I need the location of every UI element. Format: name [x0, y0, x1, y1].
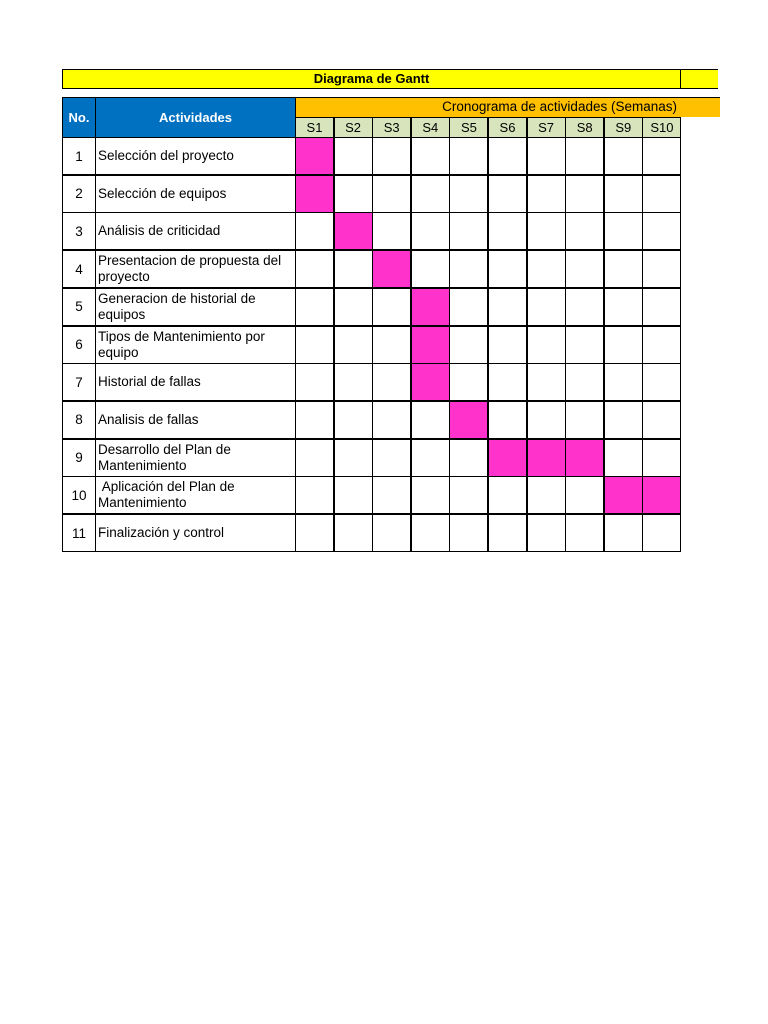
- gantt-empty-cell: [411, 401, 450, 439]
- gantt-empty-cell: [565, 250, 604, 288]
- gantt-empty-cell: [449, 439, 488, 477]
- gantt-empty-cell: [604, 212, 643, 250]
- gantt-empty-cell: [411, 476, 450, 514]
- gantt-empty-cell: [334, 250, 373, 288]
- gantt-empty-cell: [604, 514, 643, 552]
- gantt-empty-cell: [527, 363, 566, 401]
- gantt-bar-cell: [295, 137, 334, 175]
- gantt-bar-cell: [372, 250, 411, 288]
- gantt-empty-cell: [295, 250, 334, 288]
- week-header-s9: S9: [604, 117, 643, 138]
- gantt-empty-cell: [642, 439, 681, 477]
- gantt-empty-cell: [449, 212, 488, 250]
- gantt-empty-cell: [372, 401, 411, 439]
- activity-name: Finalización y control: [95, 514, 296, 552]
- activity-name: Selección de equipos: [95, 175, 296, 213]
- gantt-bar-cell: [295, 175, 334, 213]
- gantt-empty-cell: [642, 250, 681, 288]
- gantt-empty-cell: [372, 514, 411, 552]
- week-header-s4: S4: [411, 117, 450, 138]
- row-number: 9: [62, 439, 96, 477]
- row-number: 3: [62, 212, 96, 250]
- gantt-empty-cell: [372, 439, 411, 477]
- gantt-empty-cell: [295, 401, 334, 439]
- gantt-empty-cell: [488, 476, 527, 514]
- gantt-empty-cell: [411, 250, 450, 288]
- gantt-empty-cell: [604, 288, 643, 326]
- gantt-empty-cell: [295, 439, 334, 477]
- gantt-empty-cell: [372, 476, 411, 514]
- week-header-s10: S10: [642, 117, 681, 138]
- gantt-empty-cell: [488, 288, 527, 326]
- activity-name: Presentacion de propuesta del proyecto: [95, 250, 296, 288]
- gantt-empty-cell: [565, 175, 604, 213]
- gantt-empty-cell: [295, 326, 334, 364]
- row-number: 5: [62, 288, 96, 326]
- gantt-empty-cell: [411, 137, 450, 175]
- gantt-empty-cell: [565, 476, 604, 514]
- gantt-empty-cell: [604, 439, 643, 477]
- gantt-empty-cell: [565, 288, 604, 326]
- gantt-empty-cell: [449, 250, 488, 288]
- gantt-empty-cell: [411, 439, 450, 477]
- activity-name: Analisis de fallas: [95, 401, 296, 439]
- gantt-empty-cell: [642, 288, 681, 326]
- gantt-bar-cell: [604, 476, 643, 514]
- gantt-empty-cell: [372, 326, 411, 364]
- gantt-empty-cell: [449, 514, 488, 552]
- gantt-empty-cell: [411, 175, 450, 213]
- week-header-s6: S6: [488, 117, 527, 138]
- gantt-empty-cell: [488, 250, 527, 288]
- gantt-empty-cell: [642, 401, 681, 439]
- gantt-empty-cell: [295, 476, 334, 514]
- gantt-empty-cell: [565, 326, 604, 364]
- gantt-empty-cell: [527, 175, 566, 213]
- row-number: 1: [62, 137, 96, 175]
- week-header-s8: S8: [565, 117, 604, 138]
- gantt-empty-cell: [449, 326, 488, 364]
- gantt-empty-cell: [295, 363, 334, 401]
- gantt-empty-cell: [372, 137, 411, 175]
- gantt-empty-cell: [642, 212, 681, 250]
- row-number: 10: [62, 476, 96, 514]
- gantt-empty-cell: [334, 514, 373, 552]
- gantt-empty-cell: [488, 326, 527, 364]
- gantt-empty-cell: [334, 137, 373, 175]
- gantt-empty-cell: [334, 476, 373, 514]
- activity-name: Aplicación del Plan de Mantenimiento: [95, 476, 296, 514]
- header-no: No.: [62, 97, 96, 138]
- gantt-empty-cell: [642, 137, 681, 175]
- activity-name: Análisis de criticidad: [95, 212, 296, 250]
- header-schedule: Cronograma de actividades (Semanas): [442, 99, 677, 114]
- activity-name: Selección del proyecto: [95, 137, 296, 175]
- gantt-empty-cell: [411, 212, 450, 250]
- gantt-empty-cell: [488, 175, 527, 213]
- gantt-empty-cell: [449, 175, 488, 213]
- gantt-empty-cell: [295, 514, 334, 552]
- gantt-empty-cell: [527, 137, 566, 175]
- gantt-empty-cell: [334, 363, 373, 401]
- gantt-empty-cell: [334, 401, 373, 439]
- row-number: 8: [62, 401, 96, 439]
- gantt-empty-cell: [642, 363, 681, 401]
- gantt-empty-cell: [565, 137, 604, 175]
- week-header-s7: S7: [527, 117, 566, 138]
- gantt-empty-cell: [372, 363, 411, 401]
- activity-name: Tipos de Mantenimiento por equipo: [95, 326, 296, 364]
- gantt-bar-cell: [488, 439, 527, 477]
- gantt-empty-cell: [295, 288, 334, 326]
- gantt-empty-cell: [527, 250, 566, 288]
- gantt-empty-cell: [372, 288, 411, 326]
- gantt-empty-cell: [295, 212, 334, 250]
- gantt-empty-cell: [488, 137, 527, 175]
- gantt-empty-cell: [334, 439, 373, 477]
- gantt-empty-cell: [449, 476, 488, 514]
- row-number: 4: [62, 250, 96, 288]
- gantt-empty-cell: [411, 514, 450, 552]
- gantt-empty-cell: [642, 175, 681, 213]
- gantt-empty-cell: [565, 363, 604, 401]
- gantt-empty-cell: [604, 137, 643, 175]
- gantt-bar-cell: [411, 363, 450, 401]
- gantt-empty-cell: [488, 401, 527, 439]
- gantt-bar-cell: [642, 476, 681, 514]
- gantt-empty-cell: [372, 175, 411, 213]
- gantt-empty-cell: [642, 514, 681, 552]
- row-number: 7: [62, 363, 96, 401]
- gantt-empty-cell: [449, 363, 488, 401]
- week-header-s1: S1: [295, 117, 334, 138]
- gantt-empty-cell: [527, 476, 566, 514]
- gantt-empty-cell: [527, 212, 566, 250]
- gantt-empty-cell: [642, 326, 681, 364]
- gantt-empty-cell: [604, 250, 643, 288]
- gantt-empty-cell: [449, 137, 488, 175]
- gantt-empty-cell: [604, 326, 643, 364]
- gantt-empty-cell: [604, 401, 643, 439]
- gantt-bar-cell: [527, 439, 566, 477]
- gantt-empty-cell: [565, 401, 604, 439]
- gantt-empty-cell: [449, 288, 488, 326]
- chart-title: Diagrama de Gantt: [313, 71, 430, 86]
- gantt-empty-cell: [565, 212, 604, 250]
- gantt-empty-cell: [488, 363, 527, 401]
- header-activities: Actividades: [95, 97, 296, 138]
- gantt-empty-cell: [527, 326, 566, 364]
- gantt-bar-cell: [565, 439, 604, 477]
- gantt-bar-cell: [449, 401, 488, 439]
- gantt-empty-cell: [565, 514, 604, 552]
- week-header-s3: S3: [372, 117, 411, 138]
- gantt-empty-cell: [527, 401, 566, 439]
- activity-name: Generacion de historial de equipos: [95, 288, 296, 326]
- gantt-bar-cell: [411, 326, 450, 364]
- gantt-empty-cell: [488, 514, 527, 552]
- activity-name: Historial de fallas: [95, 363, 296, 401]
- week-header-s5: S5: [449, 117, 488, 138]
- gantt-empty-cell: [488, 212, 527, 250]
- row-number: 6: [62, 326, 96, 364]
- gantt-empty-cell: [604, 175, 643, 213]
- gantt-bar-cell: [411, 288, 450, 326]
- gantt-empty-cell: [334, 175, 373, 213]
- activity-name: Desarrollo del Plan de Mantenimiento: [95, 439, 296, 477]
- row-number: 2: [62, 175, 96, 213]
- gantt-empty-cell: [527, 288, 566, 326]
- gantt-empty-cell: [334, 326, 373, 364]
- gantt-empty-cell: [527, 514, 566, 552]
- row-number: 11: [62, 514, 96, 552]
- week-header-s2: S2: [334, 117, 373, 138]
- gantt-empty-cell: [334, 288, 373, 326]
- gantt-bar-cell: [334, 212, 373, 250]
- gantt-empty-cell: [372, 212, 411, 250]
- gantt-empty-cell: [604, 363, 643, 401]
